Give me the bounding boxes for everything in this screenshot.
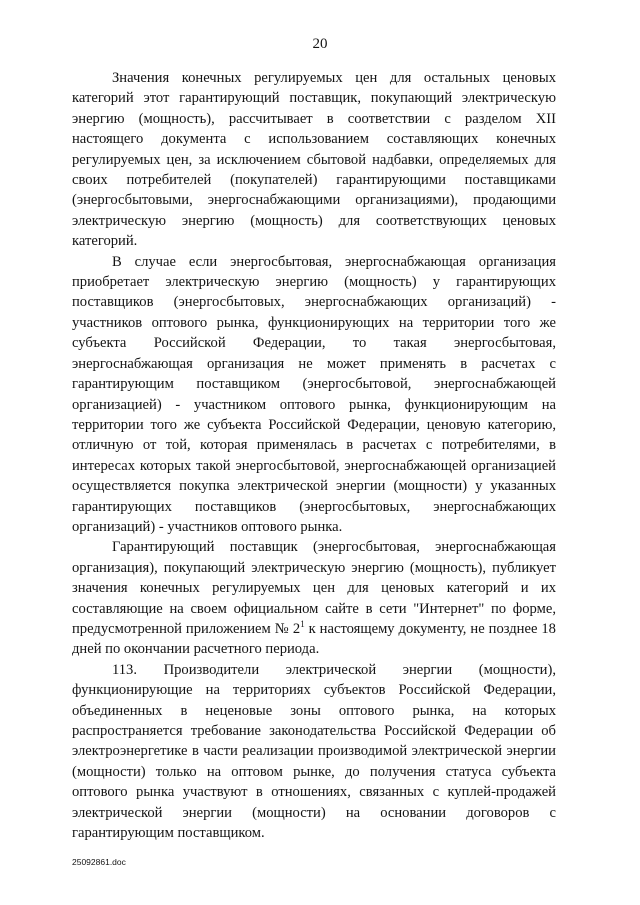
paragraph-text-before-footnote: Гарантирующий поставщик (энергосбытовая, энергоснабжающая организация), покупающий электрическую энергию (мощность), публикует значения конечных регулируемых цен для ценовых категорий и их составляющие на своем официальном сайте в сети "Интернет" по форме, предусмотренной приложением № 2 <box>72 539 556 637</box>
paragraph-energy-purchase: В случае если энергосбытовая, энергоснабжающая организация приобретает электрическую энергию (мощность) у гарантирующих поставщиков (энергосбытовых, энергоснабжающих организаций) - участников оптового рынка, функционирующих на территории того же субъекта Российской Федерации, то такая энергосбытовая, энергоснабжающая организация не может применять в расчетах с гарантирующим поставщиком (энергосбытовой, энергоснабжающей организацией) - участником оптового рынка, функционирующим на территории того же субъекта Российской Федерации, ценовую категорию, отличную от той, которая применялась в расчетах с потребителями, в интересах которых такой энергосбытовой, энергоснабжающей организацией осуществляется покупка электрической энергии (мощности) у указанных гарантирующих поставщиков (энергосбытовых, энергоснабжающих организаций) - участников оптового рынка. <box>72 253 556 535</box>
file-name-footer: 25092861.doc <box>72 857 126 867</box>
page-number: 20 <box>312 36 328 52</box>
paragraph-price-publication <box>72 537 556 659</box>
paragraph-price-categories: Значения конечных регулируемых цен для остальных ценовых категорий этот гарантирующий поставщик, покупающий электрическую энергию (мощность), рассчитывает в соответствии с разделом XII настоящего документа с использованием составляющих конечных регулируемых цен, за исключением сбытовой надбавки, определяемых для своих потребителей (покупателей) гарантирующими поставщиками (энергосбытовыми, энергоснабжающими организациями), продающими электрическую энергию (мощность) для соответствующих ценовых категорий. <box>72 70 556 250</box>
document-body <box>72 68 556 843</box>
paragraph-113-producers: 113. Производители электрической энергии (мощности), функционирующие на территориях субъектов Российской Федерации, объединенных в неценовые зоны оптового рынка, на которых распространяется требование законодательства Российской Федерации об электроэнергетике в части реализации производимой электрической энергии (мощности) только на оптовом рынке, до получения статуса субъекта оптового рынка участвуют в отношениях, связанных с куплей-продажей электрической энергии (мощности) на основании договоров с гарантирующим поставщиком. <box>72 661 556 842</box>
paragraph-text-after-footnote: к настоящему документу, не позднее 18 дней по окончании расчетного периода. <box>72 620 556 658</box>
footnote-mark: 1 <box>300 618 305 629</box>
